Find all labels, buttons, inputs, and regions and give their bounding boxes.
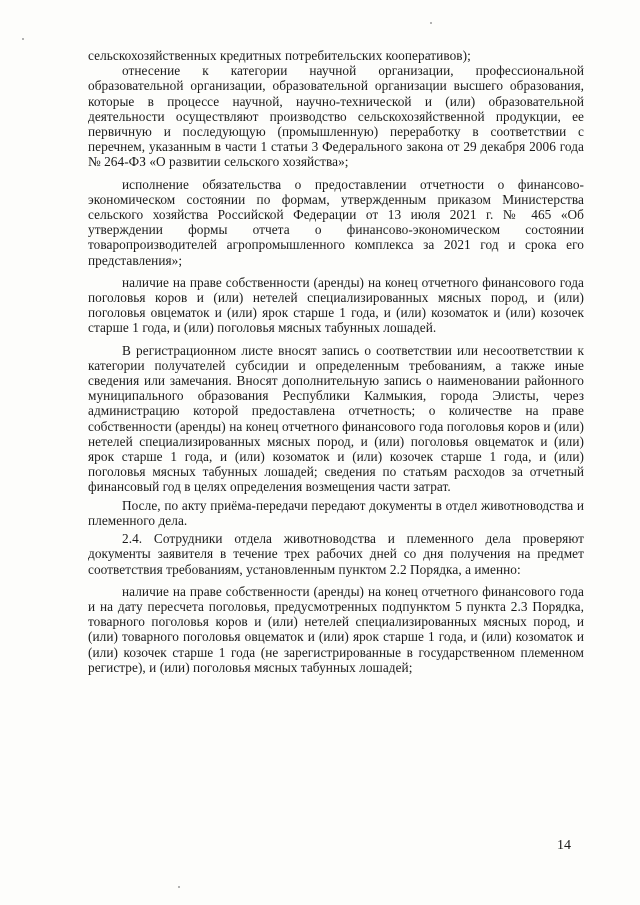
scan-speck [178,886,180,888]
paragraph: После, по акту приёма-передачи передают документы в отдел животноводства и племенного дела. [88,497,584,528]
scan-speck [430,22,432,24]
paragraph: 2.4. Сотрудники отдела животноводства и племенного дела проверяют документы заявителя в течение трех рабочих дней со дня получения на предмет соответствия требованиям, установленным пунктом 2.2 Порядка, а именно: [88,531,584,577]
page-number: 14 [557,838,571,853]
document-body [88,48,584,675]
paragraph: наличие на праве собственности (аренды) на конец отчетного финансового года и на дату пересчета поголовья, предусмотренных подпунктом 5 пункта 2.3 Порядка, товарного поголовья коров и (или) нетелей специализированных мясных пород, и (или) товарного поголовья овцематок и (или) ярок старше 1 года, и (или) козоматок и (или) козочек старше 1 года (не зарегистрированные в государственном племенном регистре), и (или) поголовья мясных табунных лошадей; [88,583,584,675]
paragraph: отнесение к категории научной организации, профессиональной образовательной организации, образовательной организации высшего образования, которые в процессе научной, научно-технической и (или) образовательной деятельности осуществляют производство сельскохозяйственной продукции, ее первичную и последующую (промышленную) переработку в соответствии с перечнем, указанным в части 1 статьи 3 Федерального закона от 29 декабря 2006 года № 264-ФЗ «О развитии сельского хозяйства»; [88,63,584,170]
paragraph: исполнение обязательства о предоставлении отчетности о финансово-экономическом состоянии по формам, утвержденным приказом Министерства сельского хозяйства Российской Федерации от 13 июля 2021 г. № 465 «Об утверждении формы отчета о финансово-экономическом состоянии товаропроизводителей агропромышленного комплекса за 2021 год и срока его представления»; [88,176,584,268]
paragraph: сельскохозяйственных кредитных потребительских кооперативов); [88,48,471,63]
paragraph: В регистрационном листе вносят запись о соответствии или несоответствии к категории получателей субсидии и определенным требованиям, а также иные сведения или замечания. Вносят дополнительную запись о наименовании районного муниципального образования Республики Калмыкия, города Элисты, через администрацию которой предоставлена отчетность; о количестве на праве собственности (аренды) на конец отчетного финансового года поголовья коров и (или) нетелей специализированных мясных пород, и (или) поголовья овцематок и (или) ярок старше 1 года, и (или) козоматок и (или) козочек старше 1 года, и (или) поголовья мясных табунных лошадей; сведения по статьям расходов за отчетный финансовый год в целях определения возмещения части затрат. [88,342,584,495]
paragraph: наличие на праве собственности (аренды) на конец отчетного финансового года поголовья коров и (или) нетелей специализированных мясных пород, и (или) поголовья овцематок и (или) ярок старше 1 года, и (или) козоматок и (или) козочек старше 1 года, и (или) поголовья мясных табунных лошадей. [88,274,584,336]
scan-speck [22,38,24,40]
